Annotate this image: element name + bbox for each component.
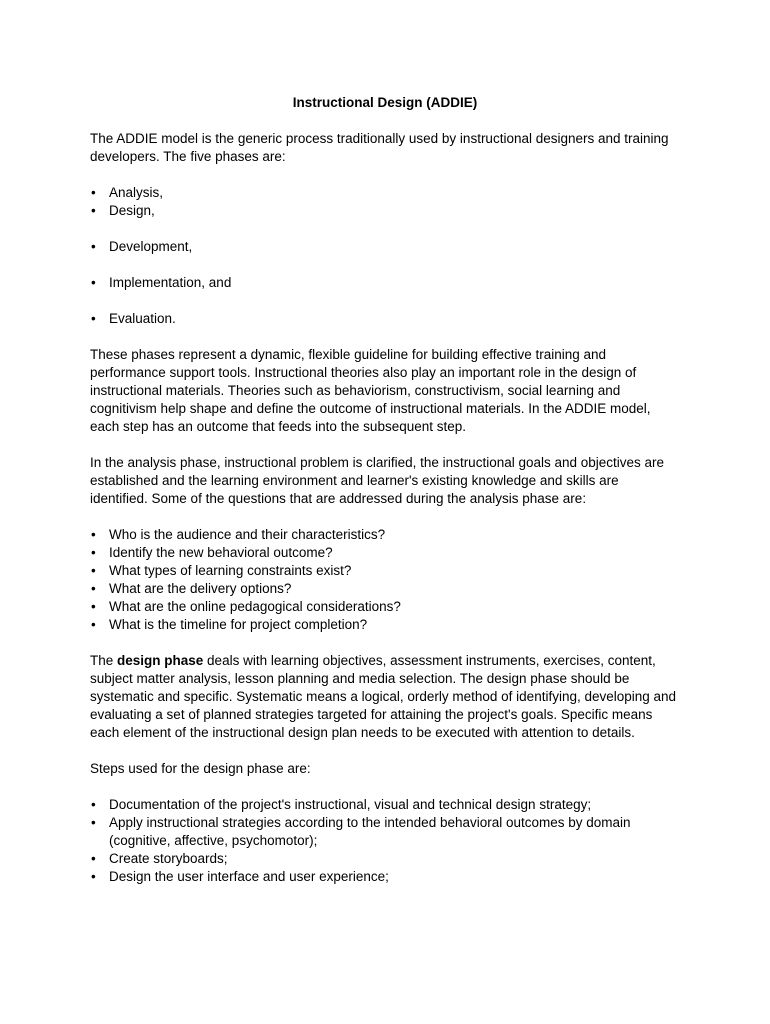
analysis-question-item: • Who is the audience and their characteristics? [90,526,680,544]
phase-item: • Design, [90,202,680,220]
phase-list [90,184,680,328]
analysis-question-item: • What is the timeline for project completion? [90,616,680,634]
analysis-question-item: • What are the online pedagogical considerations? [90,598,680,616]
analysis-question-item: • Identify the new behavioral outcome? [90,544,680,562]
phase-item: • Evaluation. [90,310,680,328]
phase-item: • Development, [90,238,680,256]
design-step-item: • Documentation of the project's instructional, visual and technical design strategy; [90,796,680,814]
design-paragraph-prefix: The [90,653,118,668]
phase-item: • Implementation, and [90,274,680,292]
intro-paragraph: The ADDIE model is the generic process traditionally used by instructional designers and training developers. The five phases are: [90,131,669,164]
design-paragraph [90,652,680,742]
design-step-item: • Apply instructional strategies according to the intended behavioral outcomes by domain (cognitive, affective, psychomotor); [90,814,680,850]
design-step-item: • Create storyboards; [90,850,680,868]
design-step-list [90,796,680,886]
document-title: Instructional Design (ADDIE) [292,95,478,110]
phases-paragraph: These phases represent a dynamic, flexible guideline for building effective training and performance support tools. Instructional theories also play an important role in the design of instructional materials. Theories such as behaviorism, constructivism, social learning and cognitivism help shape and define the outcome of instructional materials. In the ADDIE model, each step has an outcome that feeds into the subsequent step. [90,347,651,434]
analysis-question-item: • What types of learning constraints exist? [90,562,680,580]
analysis-question-item: • What are the delivery options? [90,580,680,598]
analysis-paragraph: In the analysis phase, instructional problem is clarified, the instructional goals and objectives are established and the learning environment and learner's existing knowledge and skills are identified. Some of the questions that are addressed during the analysis phase are: [90,455,665,506]
steps-intro-paragraph: Steps used for the design phase are: [90,761,311,776]
design-phase-bold-text: design phase [117,653,204,668]
analysis-question-list [90,526,680,634]
design-step-item: • Design the user interface and user experience; [90,868,680,886]
phase-item: • Analysis, [90,184,680,202]
design-paragraph-rest: deals with learning objectives, assessment instruments, exercises, content, subject matter analysis, lesson planning and media selection. The design phase should be systematic and specific. Systematic means a logical, orderly method of identifying, developing and evaluating a set of planned strategies targeted for attaining the project's goals. Specific means each element of the instructional design plan needs to be executed with attention to details. [90,653,677,740]
